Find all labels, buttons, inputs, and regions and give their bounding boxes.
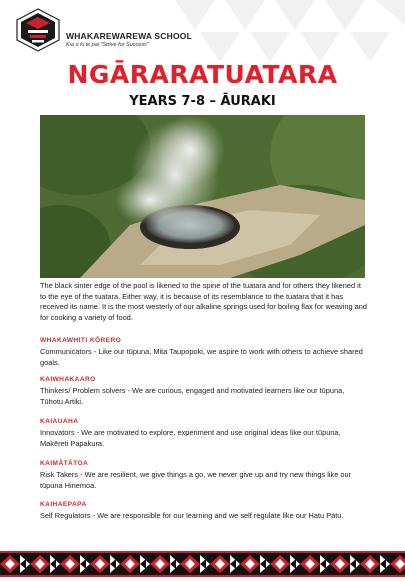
geothermal-pool-photo bbox=[40, 115, 365, 278]
page-title: NGĀRARATUATARA bbox=[67, 60, 338, 89]
section-body: Self Regulators - We are responsible for our learning and we self regulate like our Hatu Patu. bbox=[40, 511, 344, 520]
page-subtitle: YEARS 7-8 – ĀURAKI bbox=[129, 94, 276, 109]
section-kaiwhakaaro bbox=[40, 376, 368, 407]
section-whakawhiti-korero bbox=[40, 337, 368, 368]
school-header bbox=[16, 8, 192, 52]
school-logo bbox=[16, 8, 60, 52]
description-paragraph: The black sinter edge of the pool is likened to the spine of the tuatara and for others they likened it to the eye of the tuatara. Either way, it is because of its resemblance to the tuatara that it has received its name. It is the most westerly of our alkaline springs used for boiling flax for weaving and for cooking a variety of food. bbox=[40, 281, 367, 322]
school-motto: Kia u ki te pai "Strive for Success" bbox=[66, 41, 149, 48]
section-body: Risk Takers - We are resilient, we give things a go, we never give up and try new things like our tūpuna Hinemoa. bbox=[40, 470, 352, 490]
taniko-border bbox=[0, 551, 405, 577]
section-body: Communicators - Like our tūpuna, Mita Taupopoki, we aspire to work with others to achieve shared goals. bbox=[40, 347, 363, 367]
section-heading: KAIAUAHA bbox=[40, 418, 79, 425]
section-body: Thinkers/ Problem solvers - We are curious, engaged and motivated learners like our tūpuna, Tūhotu Artiki. bbox=[40, 386, 345, 406]
section-kaiauaha bbox=[40, 418, 368, 449]
section-heading: KAIHAEPAPA bbox=[40, 501, 87, 508]
section-kaihaepapa bbox=[40, 501, 368, 522]
section-heading: KAIMĀTĀTOA bbox=[40, 460, 89, 467]
section-heading: KAIWHAKAARO bbox=[40, 376, 96, 383]
header-pattern bbox=[155, 0, 405, 62]
section-heading: WHAKAWHITI KŌRERO bbox=[40, 337, 122, 344]
section-kaimatatoa bbox=[40, 460, 368, 491]
school-name: WHAKAREWAREWA SCHOOL bbox=[66, 30, 192, 41]
section-body: Innovators - We are motivated to explore, experiment and use original ideas like our tūpuna, Makēreti Papakura. bbox=[40, 428, 341, 448]
